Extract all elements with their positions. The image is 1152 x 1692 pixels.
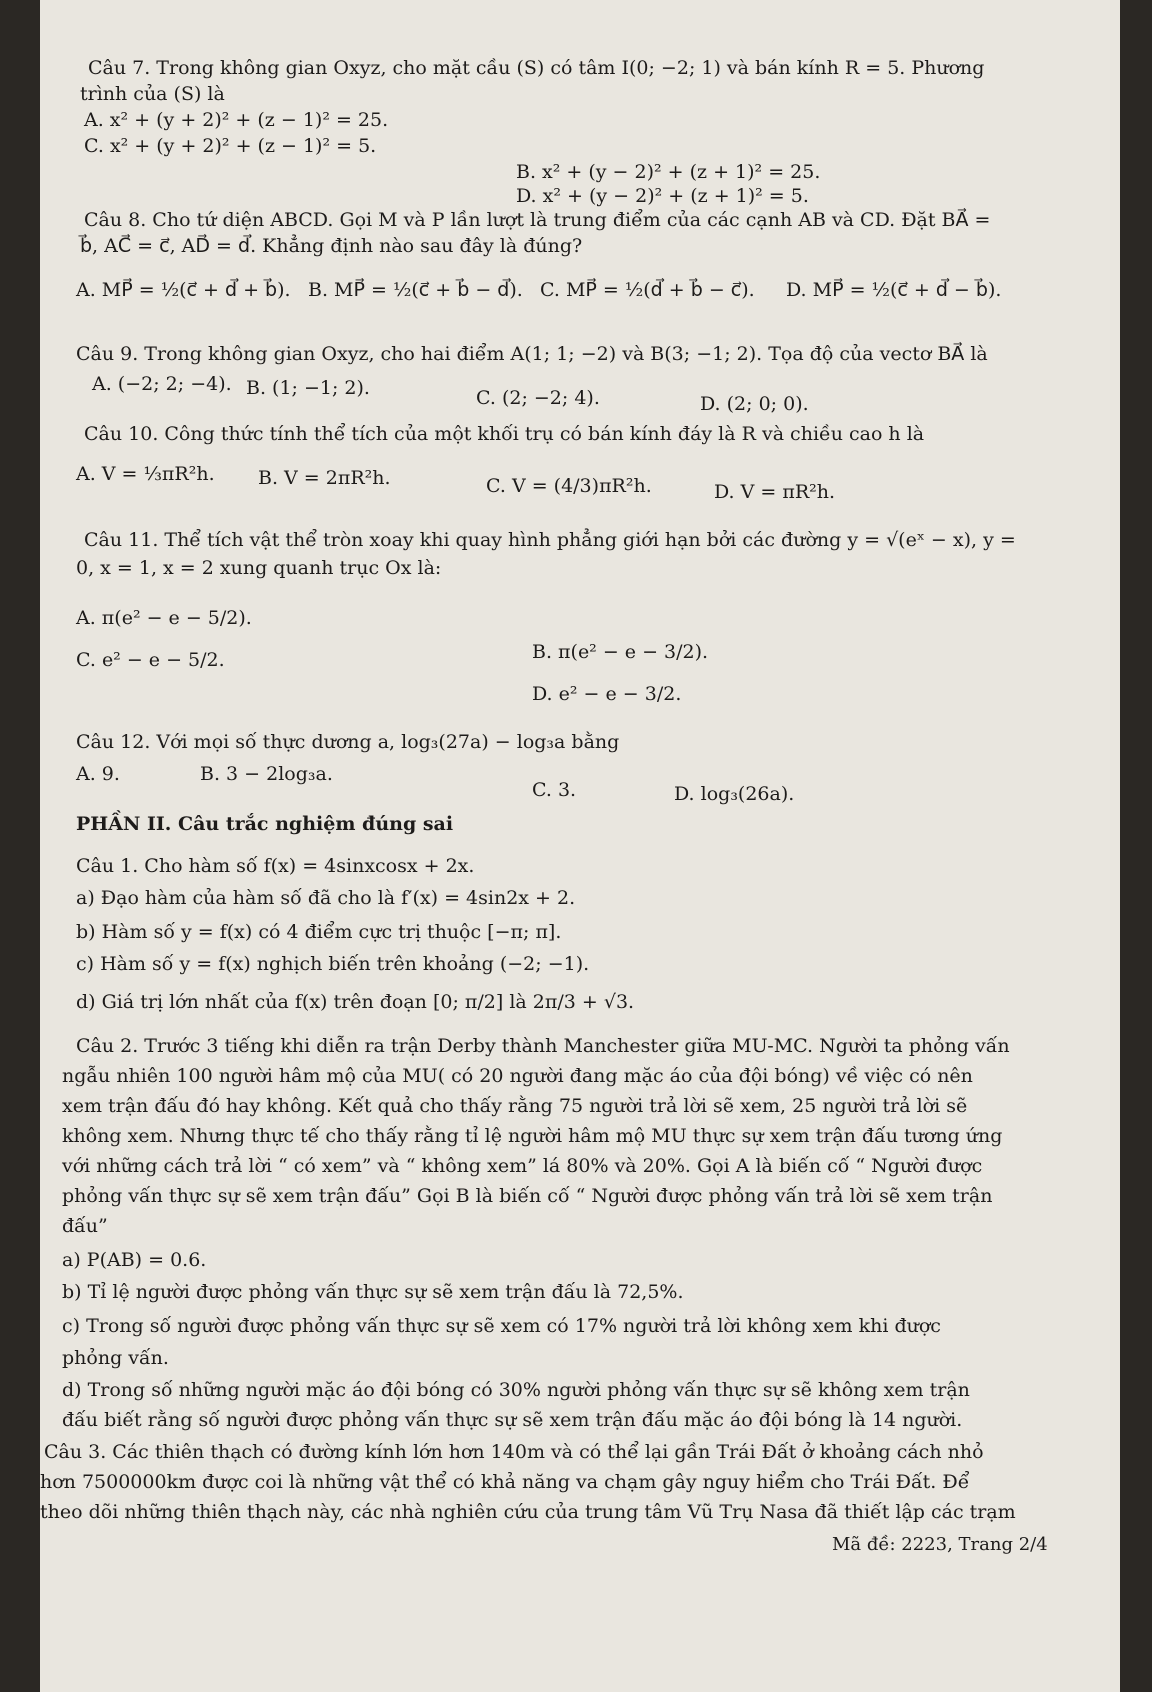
- p2-q3-line3: theo dõi những thiên thạch này, các nhà nghiên cứu của trung tâm Vũ Trụ Nasa đã thiết lập các trạm: [40, 1501, 1016, 1523]
- q8-option-d: D. MP⃗ = ½(c⃗ + d⃗ − b⃗).: [786, 279, 1002, 301]
- p2-q2-line6: phỏng vấn thực sự sẽ xem trận đấu” Gọi B là biến cố “ Người được phỏng vấn trả lời sẽ xem trận: [62, 1185, 993, 1207]
- p2-q1-b: b) Hàm số y = f(x) có 4 điểm cực trị thuộc [−π; π].: [76, 921, 562, 943]
- q10-option-d: D. V = πR²h.: [714, 481, 836, 503]
- p2-q1-c: c) Hàm số y = f(x) nghịch biến trên khoảng (−2; −1).: [76, 953, 590, 975]
- q11-option-c: C. e² − e − 5/2.: [76, 649, 225, 671]
- q12-option-a: A. 9.: [76, 763, 120, 785]
- q12-option-b: B. 3 − 2log₃a.: [200, 763, 333, 785]
- q12-option-d: D. log₃(26a).: [674, 783, 795, 805]
- q10-option-a: A. V = ⅓πR²h.: [76, 463, 215, 485]
- page-footer: Mã đề: 2223, Trang 2/4: [832, 1534, 1048, 1555]
- p2-q3-line2: hơn 7500000km được coi là những vật thể có khả năng va chạm gây nguy hiểm cho Trái Đất. Để: [40, 1471, 970, 1493]
- q9-stem: Câu 9. Trong không gian Oxyz, cho hai điểm A(1; 1; −2) và B(3; −1; 2). Tọa độ của vectơ BA⃗ là: [76, 343, 988, 365]
- q8-stem-line2: b⃗, AC⃗ = c⃗, AD⃗ = d⃗. Khẳng định nào sau đây là đúng?: [80, 235, 583, 257]
- p2-q2-line3: xem trận đấu đó hay không. Kết quả cho thấy rằng 75 người trả lời sẽ xem, 25 người trả lời sẽ: [62, 1095, 968, 1117]
- p2-q2-line4: không xem. Nhưng thực tế cho thấy rằng tỉ lệ người hâm mộ MU thực sự xem trận đấu tương ứng: [62, 1125, 1003, 1147]
- q9-option-a: A. (−2; 2; −4).: [92, 373, 232, 395]
- p2-q2-line1: Câu 2. Trước 3 tiếng khi diễn ra trận Derby thành Manchester giữa MU-MC. Người ta phỏng vấn: [76, 1035, 1010, 1057]
- q7-option-a: A. x² + (y + 2)² + (z − 1)² = 25.: [84, 109, 389, 131]
- p2-q3-line1: Câu 3. Các thiên thạch có đường kính lớn hơn 140m và có thể lại gần Trái Đất ở khoảng cách nhỏ: [44, 1441, 984, 1463]
- q8-option-c: C. MP⃗ = ½(d⃗ + b⃗ − c⃗).: [540, 279, 755, 301]
- q11-option-d: D. e² − e − 3/2.: [532, 683, 682, 705]
- q12-option-c: C. 3.: [532, 779, 577, 801]
- q8-stem-line1: Câu 8. Cho tứ diện ABCD. Gọi M và P lần lượt là trung điểm của các cạnh AB và CD. Đặt BA⃗ =: [84, 209, 991, 231]
- q11-option-b: B. π(e² − e − 3/2).: [532, 641, 709, 663]
- q12-stem: Câu 12. Với mọi số thực dương a, log₃(27a) − log₃a bằng: [76, 731, 620, 753]
- q9-option-b: B. (1; −1; 2).: [246, 377, 370, 399]
- p2-q2-line5: với những cách trả lời “ có xem” và “ không xem” lá 80% và 20%. Gọi A là biến cố “ Người được: [62, 1155, 983, 1177]
- q7-option-d: D. x² + (y − 2)² + (z + 1)² = 5.: [516, 185, 809, 207]
- p2-q2-line7: đấu”: [62, 1215, 108, 1237]
- p2-q2-d-line2: đấu biết rằng số người được phỏng vấn thực sự sẽ xem trận đấu mặc áo đội bóng là 14 người.: [62, 1409, 963, 1431]
- q7-stem-line2: trình của (S) là: [80, 83, 225, 105]
- p2-q2-b: b) Tỉ lệ người được phỏng vấn thực sự sẽ xem trận đấu là 72,5%.: [62, 1281, 684, 1303]
- q11-option-a: A. π(e² − e − 5/2).: [76, 607, 252, 629]
- q8-option-a: A. MP⃗ = ½(c⃗ + d⃗ + b⃗).: [76, 279, 291, 301]
- q7-stem-line1: Câu 7. Trong không gian Oxyz, cho mặt cầu (S) có tâm I(0; −2; 1) và bán kính R = 5. Phương: [88, 57, 985, 79]
- exam-page: [40, 0, 1120, 1692]
- p2-q1-stem: Câu 1. Cho hàm số f(x) = 4sinxcosx + 2x.: [76, 855, 475, 877]
- q10-option-c: C. V = (4/3)πR²h.: [486, 475, 652, 497]
- p2-q1-a: a) Đạo hàm của hàm số đã cho là f′(x) = 4sin2x + 2.: [76, 887, 576, 909]
- q7-option-c: C. x² + (y + 2)² + (z − 1)² = 5.: [84, 135, 377, 157]
- p2-q2-c-line2: phỏng vấn.: [62, 1347, 169, 1369]
- q11-stem-line1: Câu 11. Thể tích vật thể tròn xoay khi quay hình phẳng giới hạn bởi các đường y = √(eˣ − x), y =: [84, 529, 1016, 551]
- p2-q1-d: d) Giá trị lớn nhất của f(x) trên đoạn [0; π/2] là 2π/3 + √3.: [76, 991, 635, 1013]
- q10-option-b: B. V = 2πR²h.: [258, 467, 391, 489]
- part2-heading: PHẦN II. Câu trắc nghiệm đúng sai: [76, 813, 454, 835]
- q7-option-b: B. x² + (y − 2)² + (z + 1)² = 25.: [516, 161, 821, 183]
- p2-q2-c-line1: c) Trong số người được phỏng vấn thực sự sẽ xem có 17% người trả lời không xem khi được: [62, 1315, 941, 1337]
- q11-stem-line2: 0, x = 1, x = 2 xung quanh trục Ox là:: [76, 557, 442, 579]
- q9-option-d: D. (2; 0; 0).: [700, 393, 809, 415]
- q9-option-c: C. (2; −2; 4).: [476, 387, 600, 409]
- q10-stem: Câu 10. Công thức tính thể tích của một khối trụ có bán kính đáy là R và chiều cao h là: [84, 423, 925, 445]
- p2-q2-line2: ngẫu nhiên 100 người hâm mộ của MU( có 20 người đang mặc áo của đội bóng) về việc có nên: [62, 1065, 973, 1087]
- q8-option-b: B. MP⃗ = ½(c⃗ + b⃗ − d⃗).: [308, 279, 523, 301]
- p2-q2-d-line1: d) Trong số những người mặc áo đội bóng có 30% người phỏng vấn thực sự sẽ không xem trận: [62, 1379, 970, 1401]
- p2-q2-a: a) P(AB) = 0.6.: [62, 1249, 207, 1271]
